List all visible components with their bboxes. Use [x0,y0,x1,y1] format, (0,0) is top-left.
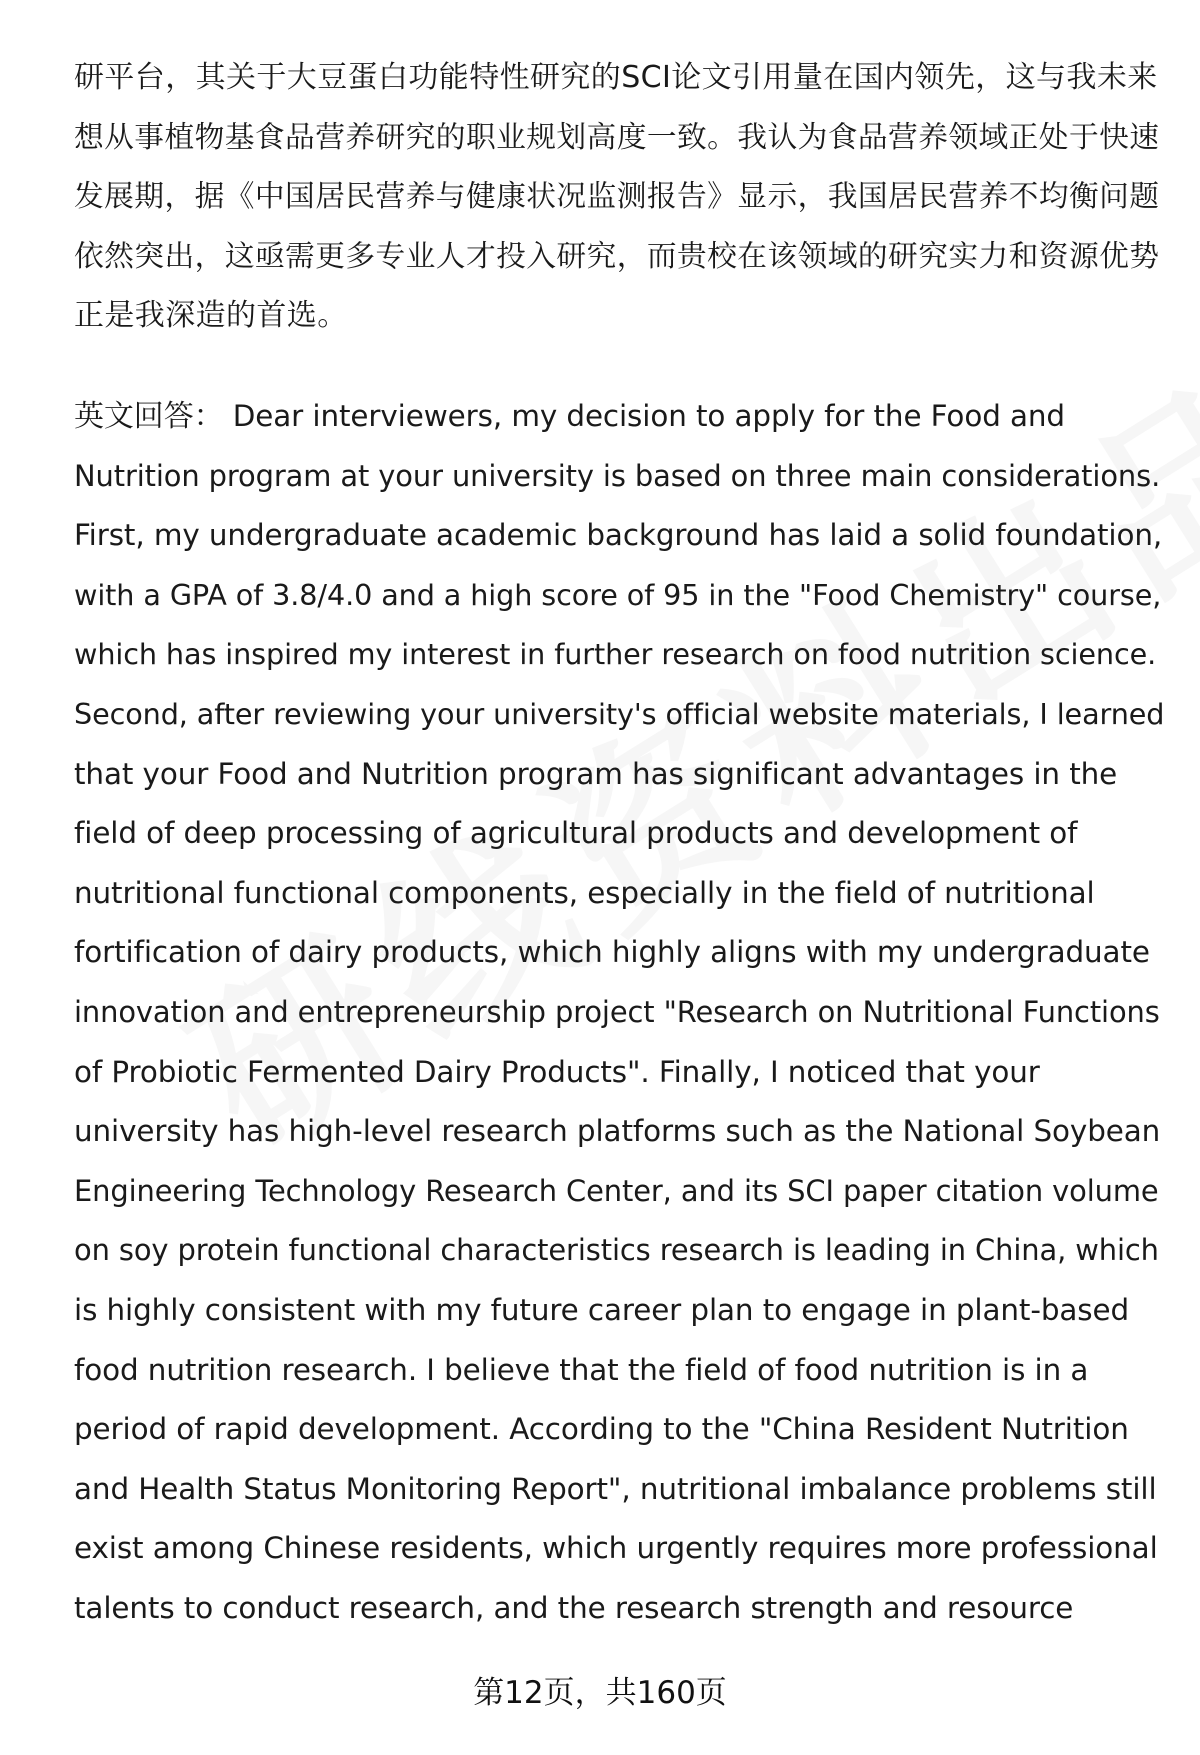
text-line: which has inspired my interest in further research on food nutrition science. [74,637,1157,672]
text-line: 依然突出，这亟需更多专业人才投入研究，而贵校在该领域的研究实力和资源优势 [74,238,1160,274]
text-line: is highly consistent with my future career plan to engage in plant-based [74,1292,1130,1327]
text-line: First, my undergraduate academic background has laid a solid foundation, [74,518,1163,553]
text-line: and Health Status Monitoring Report", nutritional imbalance problems still [74,1471,1157,1506]
text-line: talents to conduct research, and the research strength and resource [74,1590,1074,1625]
text-line: on soy protein functional characteristics research is leading in China, which [74,1233,1159,1268]
text-line: with a GPA of 3.8/4.0 and a high score of 95 in the "Food Chemistry" course, [74,577,1162,612]
text-line: nutritional functional components, especially in the field of nutritional [74,875,1095,910]
text-line: of Probiotic Fermented Dairy Products". Finally, I noticed that your [74,1054,1040,1089]
text-line: 正是我深造的首选。 [74,298,348,334]
text-line: Second, after reviewing your university's official website materials, I learned [74,696,1165,731]
text-line: 研平台，其关于大豆蛋白功能特性研究的SCI论文引用量在国内领先，这与我未来 [74,60,1158,95]
text-line: Engineering Technology Research Center, and its SCI paper citation volume [74,1173,1159,1208]
chinese-paragraph [74,48,1164,346]
text-line: field of deep processing of agricultural products and development of [74,816,1078,851]
text-line: 发展期，据《中国居民营养与健康状况监测报告》显示，我国居民营养不均衡问题 [74,179,1160,215]
text-line: food nutrition research. I believe that the field of food nutrition is in a [74,1352,1089,1387]
answer-label: 英文回答： [74,399,224,434]
text-line: period of rapid development. According to the "China Resident Nutrition [74,1412,1129,1447]
text-line: that your Food and Nutrition program has significant advantages in the [74,756,1118,791]
text-line: innovation and entrepreneurship project "Research on Nutritional Functions [74,994,1160,1029]
text-line: exist among Chinese residents, which urgently requires more professional [74,1531,1158,1566]
text-line: Nutrition program at your university is based on three main considerations. [74,458,1161,493]
text-line: 想从事植物基食品营养研究的职业规划高度一致。我认为食品营养领域正处于快速 [74,119,1160,155]
text-line: fortification of dairy products, which highly aligns with my undergraduate [74,935,1150,970]
page-number: 第12页，共160页 [473,1675,727,1711]
english-answer [74,387,1164,1638]
text-line [74,387,1164,447]
text-segment: Dear interviewers, my decision to apply for the Food and [223,399,1065,433]
text-line: university has high-level research platforms such as the National Soybean [74,1114,1161,1149]
